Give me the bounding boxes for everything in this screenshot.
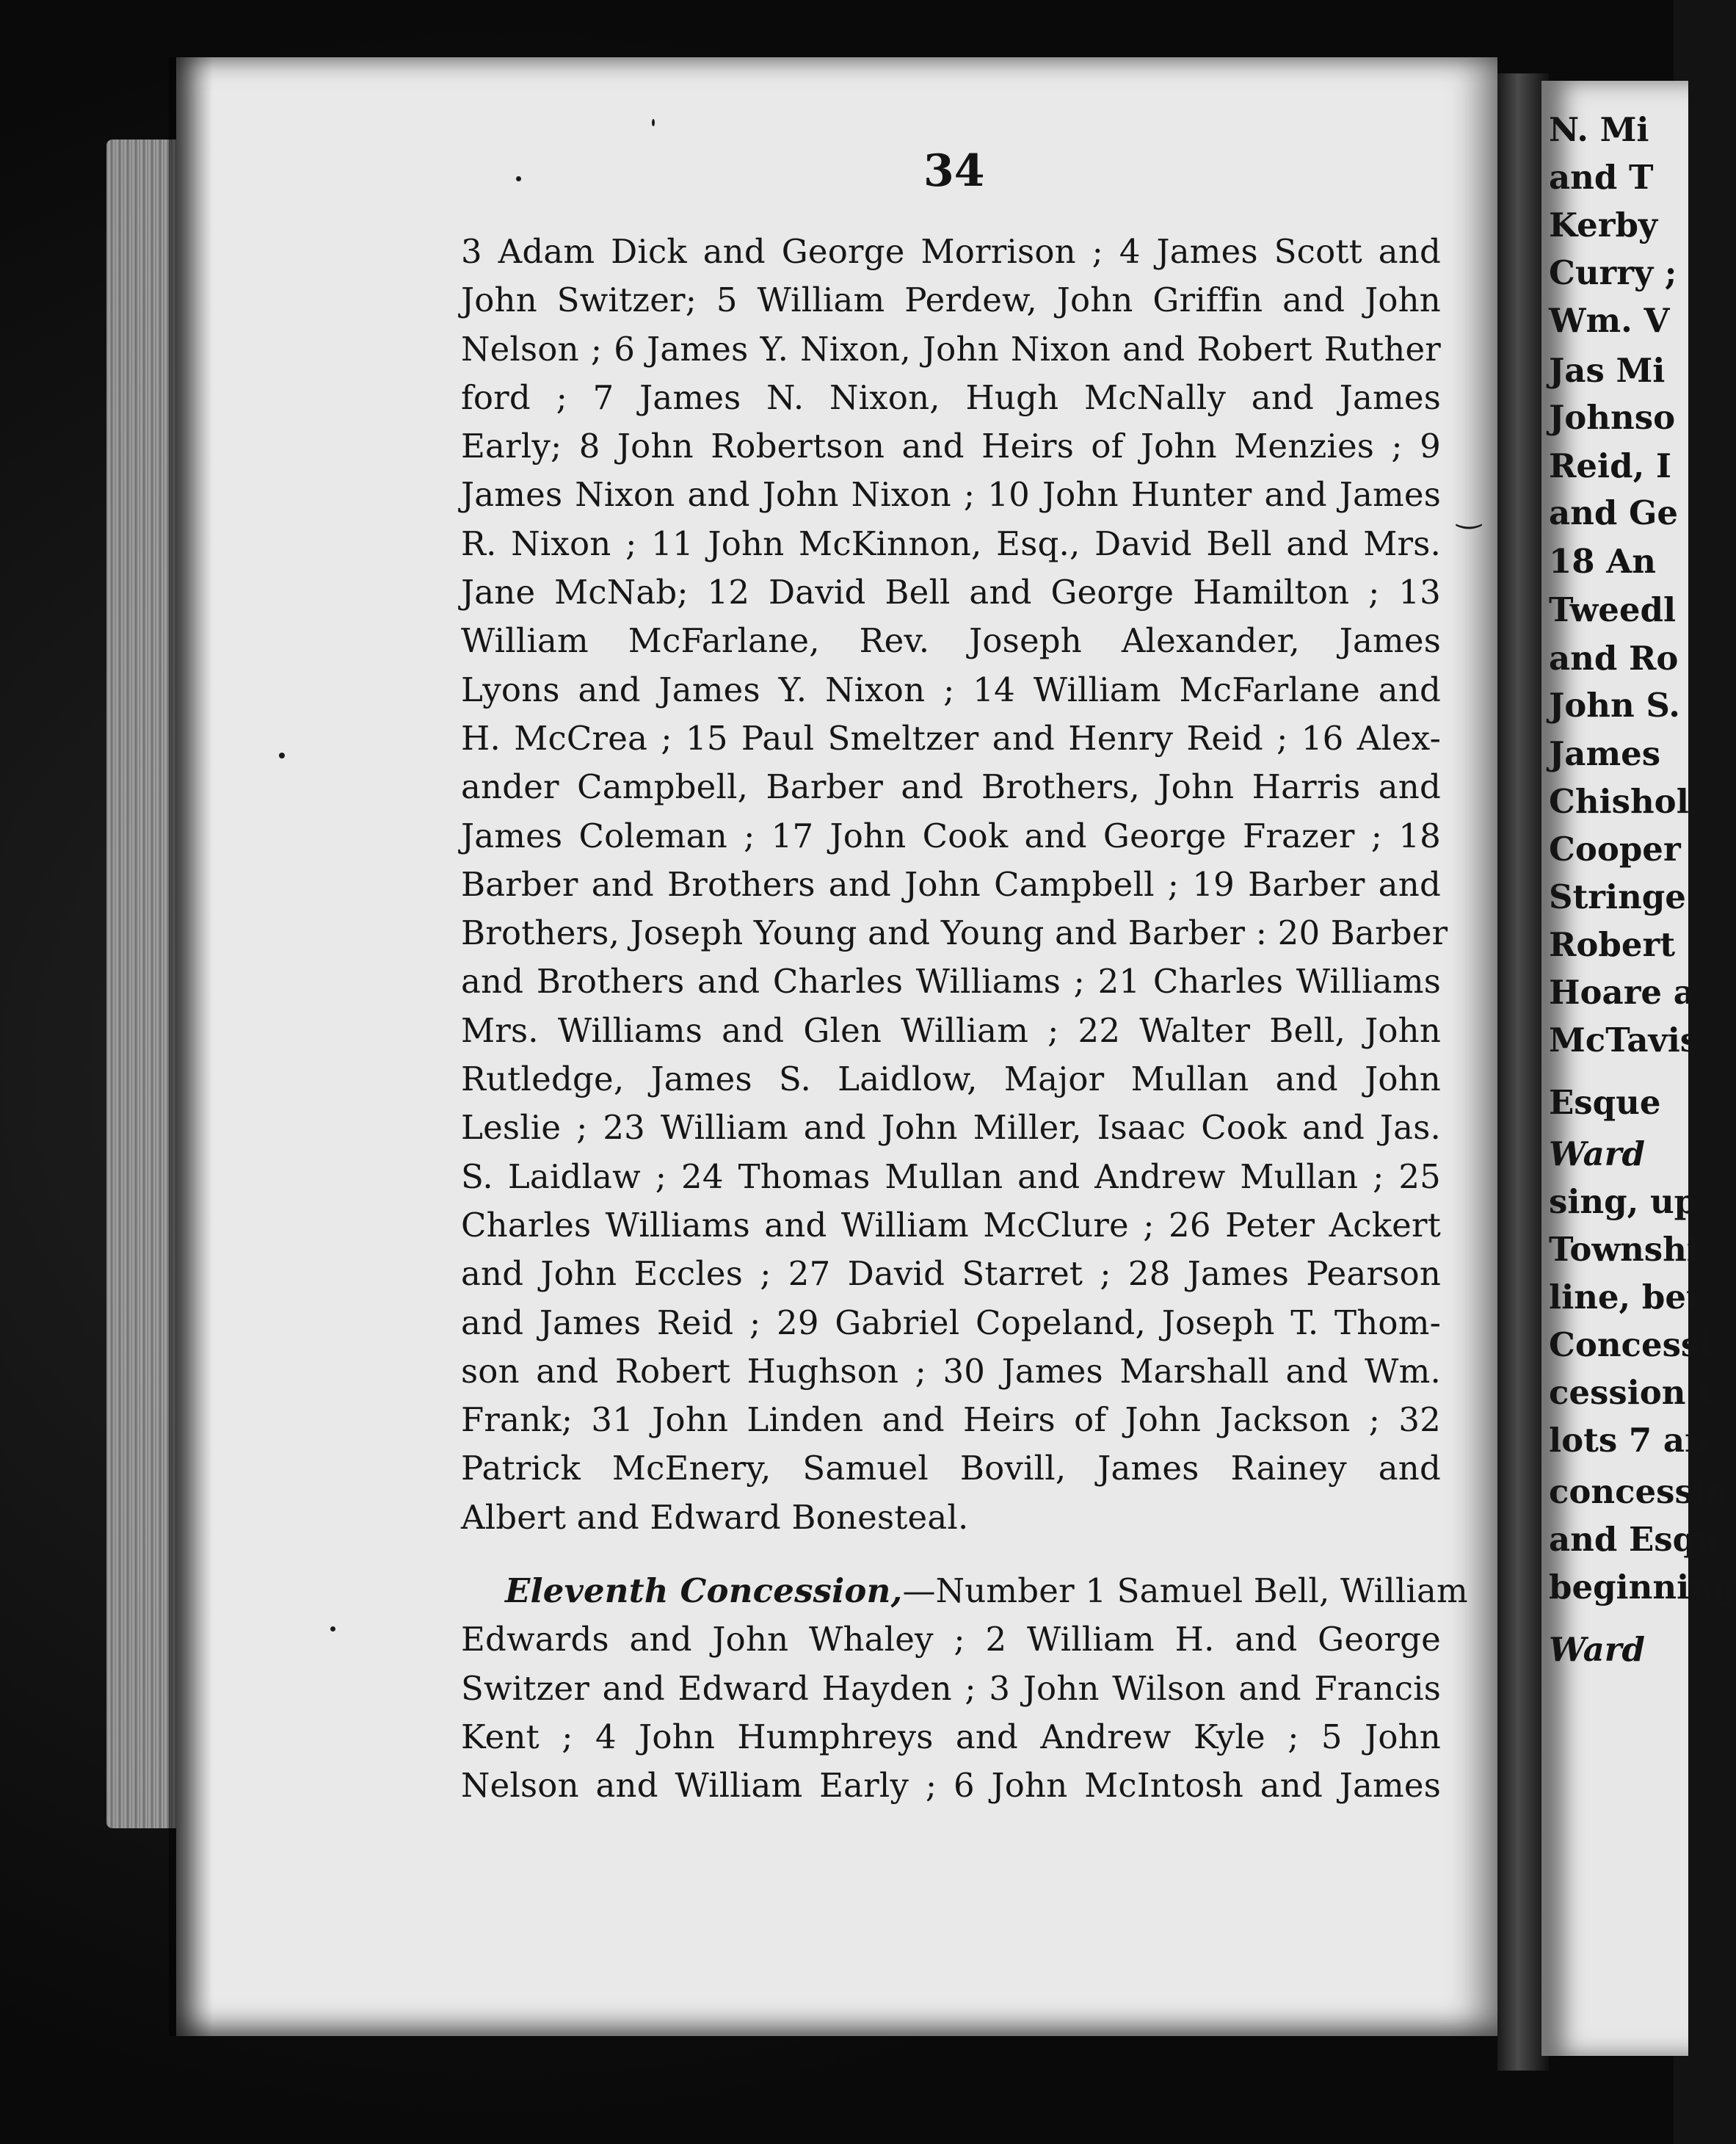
text-line: Mrs. Williams and Glen William ; 22 Walter Bell, John	[461, 1010, 1441, 1050]
text-span: —Number 1 Samuel Bell, William	[902, 1571, 1468, 1611]
right-page-line: Hoare a	[1549, 973, 1695, 1012]
text-line: ford ; 7 James N. Nixon, Hugh McNally and James	[461, 377, 1441, 417]
right-page-line: Cooper	[1549, 830, 1681, 869]
text-line: Albert and Edward Bonesteal.	[461, 1497, 969, 1537]
right-page-line: line, bet	[1549, 1278, 1702, 1317]
right-page-line: Jas Mi	[1549, 351, 1666, 390]
text-line	[461, 1567, 1468, 1615]
right-page-line: concessio	[1549, 1472, 1728, 1511]
text-line: S. Laidlaw ; 24 Thomas Mullan and Andrew Mullan ; 25	[461, 1156, 1441, 1196]
text-line: and John Eccles ; 27 David Starret ; 28 James Pearson	[461, 1254, 1441, 1294]
text-line: Early; 8 John Robertson and Heirs of John Menzies ; 9	[461, 427, 1441, 466]
text-line: John Switzer; 5 William Perdew, John Griffin and John	[461, 280, 1441, 320]
right-page-line: Ward	[1549, 1630, 1645, 1669]
ink-speck	[652, 119, 655, 126]
right-page-line: Reid, I	[1549, 446, 1671, 485]
right-page-line: Wm. V	[1549, 301, 1670, 340]
text-line: Barber and Brothers and John Campbell ; 19 Barber and	[461, 864, 1441, 904]
text-line: ander Campbell, Barber and Brothers, John Harris and	[461, 767, 1441, 807]
right-page	[1541, 81, 1736, 2056]
text-line: William McFarlane, Rev. Joseph Alexander, James	[461, 621, 1441, 661]
text-line: Edwards and John Whaley ; 2 William H. and George	[461, 1620, 1441, 1659]
text-line: and James Reid ; 29 Gabriel Copeland, Joseph T. Thom-	[461, 1303, 1441, 1342]
right-page-line: lots 7 an	[1549, 1421, 1709, 1460]
text-line: son and Robert Hughson ; 30 James Marshall and Wm.	[461, 1351, 1441, 1391]
right-page-line: McTavis	[1549, 1021, 1699, 1060]
margin-pointer-mark: ‿	[1457, 496, 1481, 529]
right-page-line: Johnso	[1549, 398, 1676, 437]
right-page-line: Stringe	[1549, 877, 1686, 916]
text-line: Kent ; 4 John Humphreys and Andrew Kyle ; 5 John	[461, 1717, 1441, 1756]
right-page-line: James	[1549, 734, 1661, 773]
text-line: Rutledge, James S. Laidlow, Major Mullan and John	[461, 1060, 1441, 1099]
right-page-line: 18 An	[1549, 542, 1656, 581]
right-page-line: and Esqu	[1549, 1520, 1720, 1559]
text-line: Brothers, Joseph Young and Young and Barber : 20 Barber	[461, 913, 1448, 953]
text-line: Nelson and William Early ; 6 John McIntosh and James	[461, 1766, 1441, 1806]
right-page-line: beginning	[1549, 1568, 1736, 1607]
text-line: Lyons and James Y. Nixon ; 14 William McFarlane and	[461, 670, 1441, 709]
ink-speck	[330, 1626, 335, 1631]
concession-heading: Eleventh Concession,	[505, 1571, 903, 1611]
right-page-line: Tweedl	[1549, 590, 1677, 629]
paragraph-second	[461, 1615, 1441, 1810]
text-line: James Nixon and John Nixon ; 10 John Hunter and James	[461, 475, 1441, 515]
text-line: H. McCrea ; 15 Paul Smeltzer and Henry Reid ; 16 Alex-	[461, 718, 1441, 758]
right-page-line: Chishol	[1549, 782, 1689, 821]
paragraph-gap	[461, 1542, 1441, 1567]
page-number: 34	[923, 145, 985, 197]
text-line: Charles Williams and William McClure ; 26 Peter Ackert	[461, 1205, 1441, 1245]
text-line: Patrick McEnery, Samuel Bovill, James Rainey and	[461, 1449, 1441, 1488]
text-line: R. Nixon ; 11 John McKinnon, Esq., David Bell and Mrs.	[461, 524, 1441, 563]
right-page-line: and T	[1549, 158, 1654, 197]
text-line: 3 Adam Dick and George Morrison ; 4 James Scott and	[461, 232, 1441, 271]
right-page-line: Robert	[1549, 925, 1676, 964]
right-page-line: and Ro	[1549, 639, 1679, 678]
right-page-line: Townshi	[1549, 1230, 1699, 1269]
right-page-line: sing, up	[1549, 1182, 1698, 1221]
text-line: Frank; 31 John Linden and Heirs of John Jackson ; 32	[461, 1400, 1441, 1440]
right-page-line: Kerby	[1549, 206, 1658, 245]
right-page-line: Ward	[1549, 1134, 1645, 1173]
text-line: Switzer and Edward Hayden ; 3 John Wilson and Francis	[461, 1668, 1441, 1708]
right-page-line: Concessi	[1549, 1325, 1713, 1364]
right-page-line: cession t	[1549, 1373, 1713, 1412]
ink-speck	[279, 753, 285, 758]
right-page-line: N. Mi	[1549, 110, 1649, 149]
text-column	[461, 228, 1468, 1811]
text-line: Nelson ; 6 James Y. Nixon, John Nixon and Robert Ruther	[461, 329, 1441, 369]
text-line: Leslie ; 23 William and John Miller, Isaac Cook and Jas.	[461, 1108, 1441, 1148]
right-page-line: John S.	[1549, 686, 1680, 725]
right-page-line: Curry ;	[1549, 253, 1677, 292]
right-page-line: and Ge	[1549, 493, 1679, 532]
paragraph-first	[461, 228, 1448, 1542]
text-line: Jane McNab; 12 David Bell and George Hamilton ; 13	[461, 573, 1441, 612]
left-page-shadow	[169, 57, 213, 2036]
text-line: and Brothers and Charles Williams ; 21 Charles Williams	[461, 962, 1441, 1002]
right-page-line: Esque	[1549, 1083, 1661, 1122]
ink-speck	[516, 176, 521, 181]
text-line: James Coleman ; 17 John Cook and George Frazer ; 18	[461, 816, 1441, 855]
